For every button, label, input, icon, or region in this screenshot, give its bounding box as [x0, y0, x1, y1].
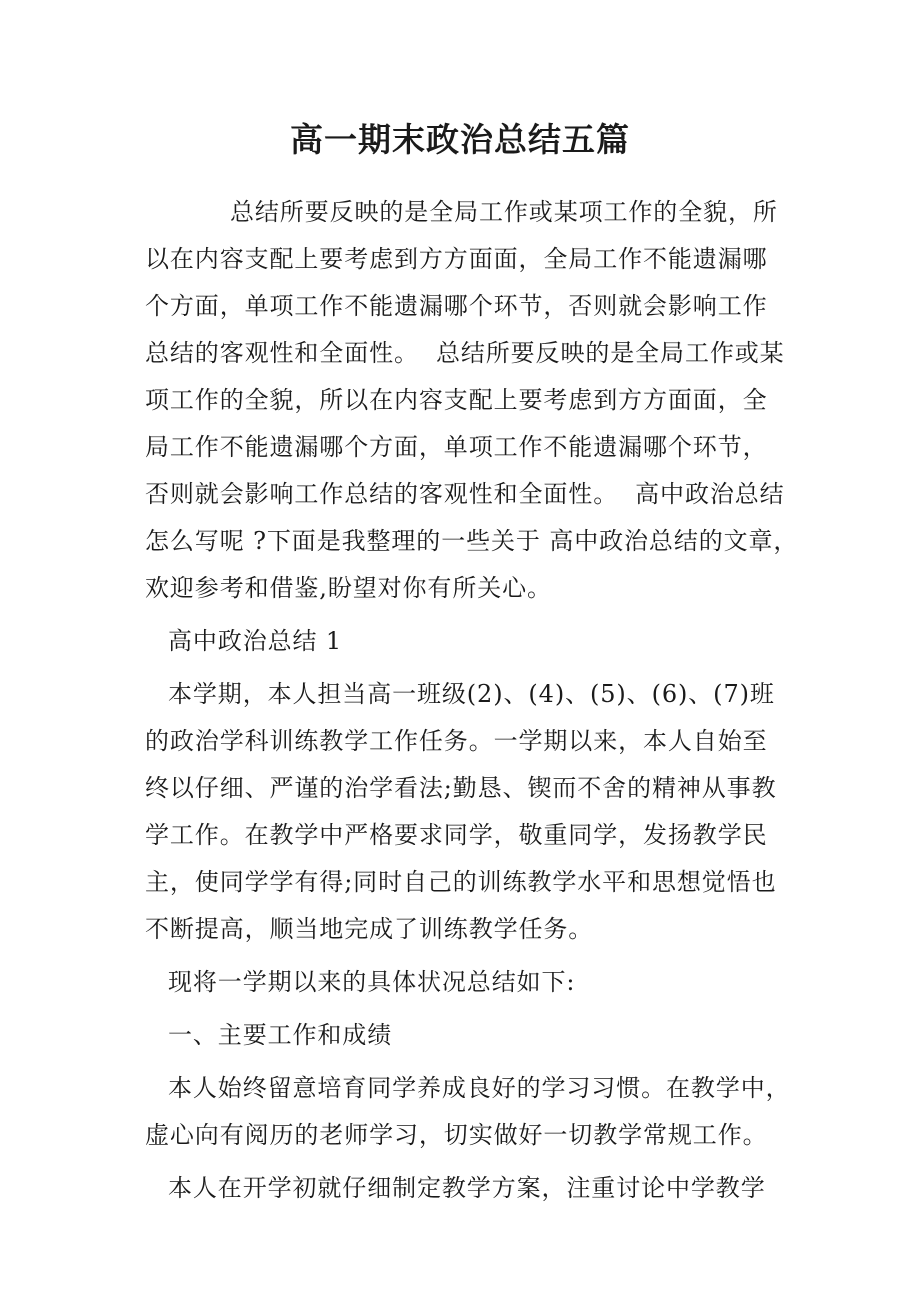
- text-line: 总结的客观性和全面性。 总结所要反映的是全局工作或某: [145, 339, 785, 367]
- text-line: 学工作。在教学中严格要求同学，敬重同学，发扬教学民: [145, 821, 768, 849]
- text-line: 不断提高，顺当地完成了训练教学任务。: [145, 915, 594, 943]
- text-line: 现将一学期以来的具体状况总结如下:: [168, 968, 576, 996]
- text-line: 怎么写呢 ?下面是我整理的一些关于 高中政治总结的文章，: [145, 527, 799, 555]
- section-heading: 一、主要工作和成绩: [168, 1021, 393, 1049]
- text-line: 以在内容支配上要考虑到方方面面，全局工作不能遗漏哪: [145, 245, 768, 273]
- section-heading: 高中政治总结 1: [168, 627, 343, 655]
- text-line: 总结所要反映的是全局工作或某项工作的全貌，所: [230, 198, 778, 226]
- text-line: 主，使同学学有得;同时自己的训练教学水平和思想觉悟也: [145, 868, 777, 896]
- text-line: 虚心向有阅历的老师学习，切实做好一切教学常规工作。: [145, 1121, 768, 1149]
- text-line: 项工作的全貌，所以在内容支配上要考虑到方方面面，全: [145, 386, 768, 414]
- text-line: 本人始终留意培育同学养成良好的学习习惯。在教学中，: [168, 1074, 791, 1102]
- text-line: 个方面，单项工作不能遗漏哪个环节，否则就会影响工作: [145, 292, 768, 320]
- text-line: 本学期，本人担当高一班级(2)、(4)、(5)、(6)、(7)班: [168, 680, 775, 708]
- text-line: 的政治学科训练教学工作任务。一学期以来，本人自始至: [145, 727, 768, 755]
- document-title: 高一期末政治总结五篇: [290, 120, 630, 159]
- text-line: 否则就会影响工作总结的客观性和全面性。 高中政治总结: [145, 480, 785, 508]
- text-line: 局工作不能遗漏哪个方面，单项工作不能遗漏哪个环节，: [145, 433, 768, 461]
- text-line: 本人在开学初就仔细制定教学方案，注重讨论中学教学: [168, 1174, 766, 1202]
- text-line: 欢迎参考和借鉴,盼望对你有所关心。: [145, 574, 552, 602]
- text-line: 终以仔细、严谨的治学看法;勤恳、锲而不舍的精神从事教: [145, 774, 777, 802]
